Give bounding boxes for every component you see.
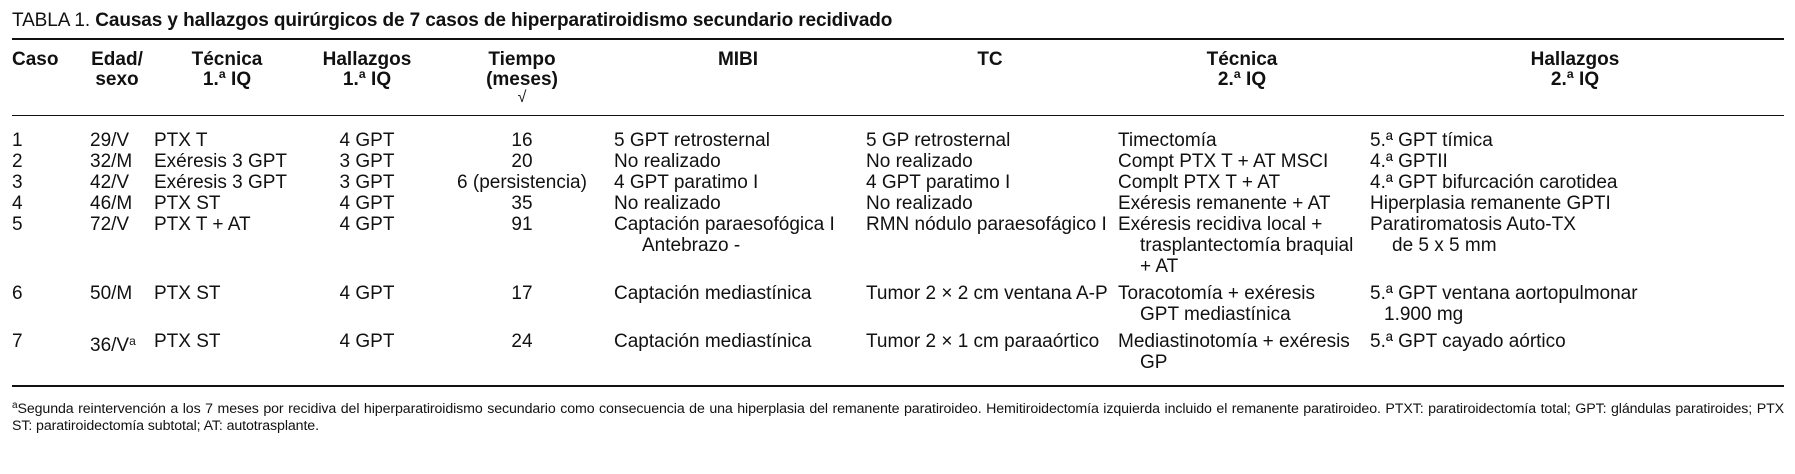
- cell-hallazgos-2: [1370, 214, 1784, 277]
- cell-hallazgos-2: [1370, 277, 1784, 325]
- cell-caso: 4: [12, 192, 23, 214]
- header-edad-line1: Edad/: [91, 49, 143, 70]
- cell-hallazgos-2: [1370, 115, 1784, 151]
- cell-mibi: [614, 151, 866, 172]
- cell-hallazgos-1: 4 GPT: [339, 129, 395, 151]
- footnote-text: Segunda reintervención a los 7 meses por recidiva del hiperparatiroidismo secundario como consecuencia de una hiperplasia del remanente paratiroideo. Hemitiroidectomía izquierda incluido el remanente paratiroideo. PTXT: paratiroidectomía total; GPT: glándulas paratiroides; PTX ST: paratiroidectomía subtotal; AT: autotrasplante.: [12, 400, 1784, 434]
- header-hallazgos-1: [304, 39, 434, 115]
- table-title-text: Causas y hallazgos quirúrgicos de 7 casos de hiperparatiroidismo secundario recidivado: [95, 10, 893, 31]
- cell-hallazgos-2-line: 1.900 mg: [1384, 303, 1464, 325]
- cell-tecnica-2: [1118, 151, 1370, 172]
- cell-tc-line: Tumor 2 × 1 cm paraaórtico: [866, 330, 1100, 352]
- cell-hallazgos-2: [1370, 193, 1784, 214]
- cell-tc-line: 5 GP retrosternal: [866, 129, 1011, 151]
- header-mibi-label: MIBI: [717, 49, 759, 70]
- cell-tc: [866, 325, 1118, 386]
- footnote-marker: a: [12, 399, 18, 411]
- data-table: [12, 38, 1784, 387]
- cell-mibi: [614, 193, 866, 214]
- header-tiempo-mark: √: [517, 89, 527, 106]
- cell-tiempo: 6 (persistencia): [457, 171, 587, 193]
- cell-hallazgos-2-line: 5.ª GPT cayado aórtico: [1370, 330, 1566, 352]
- table-row: [12, 151, 1784, 172]
- table-row: [12, 115, 1784, 151]
- cell-mibi-line: 4 GPT paratimo I: [614, 171, 759, 193]
- header-edad-line2: sexo: [95, 69, 139, 90]
- cell-edad-value: 36/V: [90, 334, 130, 356]
- cell-mibi: [614, 115, 866, 151]
- cell-caso: 1: [12, 129, 23, 151]
- table-row: [12, 277, 1784, 325]
- cell-tecnica-2-line: trasplantectomía braquial: [1140, 234, 1354, 256]
- cell-tecnica-2: [1118, 325, 1370, 386]
- header-tecnica-1-line1: Técnica: [191, 49, 263, 70]
- cell-tecnica-2-line: Timectomía: [1118, 129, 1217, 151]
- cell-caso: 5: [12, 213, 23, 235]
- cell-tc-line: Tumor 2 × 2 cm ventana A-P: [866, 282, 1108, 304]
- cell-mibi: [614, 172, 866, 193]
- cell-tecnica-2-line: Mediastinotomía + exéresis: [1118, 330, 1350, 352]
- cell-mibi-line: No realizado: [614, 150, 721, 172]
- cell-caso: 7: [12, 330, 23, 352]
- cell-hallazgos-2-line: 5.ª GPT tímica: [1370, 129, 1493, 151]
- cell-tiempo: 91: [511, 213, 533, 235]
- table-row: [12, 214, 1784, 277]
- header-edad: [90, 39, 154, 115]
- cell-tecnica-1: Exéresis 3 GPT: [154, 150, 288, 172]
- header-hallazgos-1-line2: 1.ª IQ: [342, 69, 392, 90]
- table-title-prefix: TABLA 1.: [12, 10, 96, 31]
- cell-hallazgos-1: 3 GPT: [339, 150, 395, 172]
- cell-hallazgos-2-line: 4.ª GPT bifurcación carotidea: [1370, 171, 1618, 193]
- header-caso-label: Caso: [12, 49, 59, 70]
- cell-tecnica-2-line: + AT: [1140, 255, 1179, 277]
- header-tecnica-2-line1: Técnica: [1206, 49, 1278, 70]
- cell-tecnica-2-line: Toracotomía + exéresis: [1118, 282, 1315, 304]
- cell-tecnica-1: PTX ST: [154, 282, 221, 304]
- cell-tecnica-2: [1118, 193, 1370, 214]
- cell-edad: 42/V: [90, 171, 130, 193]
- header-tecnica-1: [154, 39, 304, 115]
- cell-hallazgos-2: [1370, 151, 1784, 172]
- cell-tecnica-2-line: Exéresis remanente + AT: [1118, 192, 1331, 214]
- cell-mibi: [614, 277, 866, 325]
- cell-tiempo: 24: [511, 330, 533, 352]
- header-tecnica-2-line2: 2.ª IQ: [1217, 69, 1267, 90]
- table-footnote: [12, 397, 1784, 435]
- header-tiempo-line2: (meses): [486, 69, 558, 90]
- cell-caso: 3: [12, 171, 23, 193]
- cell-tc: [866, 172, 1118, 193]
- cell-hallazgos-1: 4 GPT: [339, 213, 395, 235]
- cell-tecnica-2-line: Complt PTX T + AT: [1118, 171, 1281, 193]
- cell-tc-line: No realizado: [866, 192, 973, 214]
- cell-mibi-line: Captación paraesofógica I: [614, 213, 835, 235]
- header-hallazgos-1-line1: Hallazgos: [322, 49, 412, 70]
- cell-tiempo: 20: [511, 150, 533, 172]
- cell-hallazgos-2: [1370, 325, 1784, 386]
- cell-hallazgos-2-line: 4.ª GPTII: [1370, 150, 1448, 172]
- cell-hallazgos-2: [1370, 172, 1784, 193]
- cell-tc-line: No realizado: [866, 150, 973, 172]
- cell-tecnica-2-line: Compt PTX T + AT MSCI: [1118, 150, 1329, 172]
- cell-tc: [866, 151, 1118, 172]
- cell-edad: 32/M: [90, 150, 133, 172]
- header-tc: [866, 39, 1118, 115]
- table-row: [12, 172, 1784, 193]
- cell-edad: 72/V: [90, 213, 130, 235]
- cell-mibi-line: Antebrazo -: [642, 234, 741, 256]
- cell-tecnica-2: [1118, 172, 1370, 193]
- cell-tecnica-1: PTX T + AT: [154, 213, 251, 235]
- cell-tecnica-2-line: GP: [1140, 351, 1168, 373]
- cell-tiempo: 35: [511, 192, 533, 214]
- cell-tecnica-2: [1118, 277, 1370, 325]
- table-title: [12, 10, 1784, 32]
- cell-tc-line: RMN nódulo paraesofágico I: [866, 213, 1107, 235]
- cell-mibi-line: Captación mediastínica: [614, 282, 812, 304]
- cell-tc: [866, 277, 1118, 325]
- header-hallazgos-2-line1: Hallazgos: [1530, 49, 1620, 70]
- header-hallazgos-2-line2: 2.ª IQ: [1550, 69, 1600, 90]
- footnote-marker: a: [129, 333, 136, 348]
- header-tecnica-2: [1118, 39, 1370, 115]
- cell-tecnica-1: PTX T: [154, 129, 208, 151]
- cell-mibi: [614, 325, 866, 386]
- header-mibi: [614, 39, 866, 115]
- cell-caso: 6: [12, 282, 23, 304]
- header-tiempo-line1: Tiempo: [488, 49, 556, 70]
- cell-hallazgos-2-line: de 5 x 5 mm: [1392, 234, 1497, 256]
- cell-mibi: [614, 214, 866, 277]
- cell-tc: [866, 115, 1118, 151]
- header-tiempo: [434, 39, 614, 115]
- cell-mibi-line: No realizado: [614, 192, 721, 214]
- cell-tc: [866, 193, 1118, 214]
- header-tc-label: TC: [977, 49, 1003, 70]
- cell-hallazgos-2-line: 5.ª GPT ventana aortopulmonar: [1370, 282, 1638, 304]
- cell-hallazgos-1: 3 GPT: [339, 171, 395, 193]
- cell-tc: [866, 214, 1118, 277]
- header-caso: [12, 39, 90, 115]
- cell-hallazgos-1: 4 GPT: [339, 192, 395, 214]
- cell-tiempo: 16: [511, 129, 533, 151]
- cell-tecnica-2-line: GPT mediastínica: [1140, 303, 1291, 325]
- cell-edad: 50/M: [90, 282, 133, 304]
- cell-tecnica-1: Exéresis 3 GPT: [154, 171, 288, 193]
- header-tecnica-1-line2: 1.ª IQ: [202, 69, 252, 90]
- cell-mibi-line: Captación mediastínica: [614, 330, 812, 352]
- header-hallazgos-2: [1370, 39, 1784, 115]
- cell-tecnica-2: [1118, 214, 1370, 277]
- cell-tecnica-2-line: Exéresis recidiva local +: [1118, 213, 1323, 235]
- cell-edad: 29/V: [90, 129, 130, 151]
- header-row: [12, 39, 1784, 115]
- cell-caso: 2: [12, 150, 23, 172]
- table-row: [12, 325, 1784, 386]
- cell-edad: [90, 325, 154, 386]
- table-row: [12, 193, 1784, 214]
- cell-tecnica-1: PTX ST: [154, 192, 221, 214]
- cell-edad: 46/M: [90, 192, 133, 214]
- cell-hallazgos-1: 4 GPT: [339, 282, 395, 304]
- table-figure: [12, 10, 1784, 435]
- cell-hallazgos-2-line: Hiperplasia remanente GPTI: [1370, 192, 1611, 214]
- cell-tiempo: 17: [511, 282, 533, 304]
- cell-mibi-line: 5 GPT retrosternal: [614, 129, 770, 151]
- cell-tecnica-1: PTX ST: [154, 330, 221, 352]
- cell-hallazgos-1: 4 GPT: [339, 330, 395, 352]
- cell-hallazgos-2-line: Paratiromatosis Auto-TX: [1370, 213, 1576, 235]
- cell-tc-line: 4 GPT paratimo I: [866, 171, 1011, 193]
- cell-tecnica-2: [1118, 115, 1370, 151]
